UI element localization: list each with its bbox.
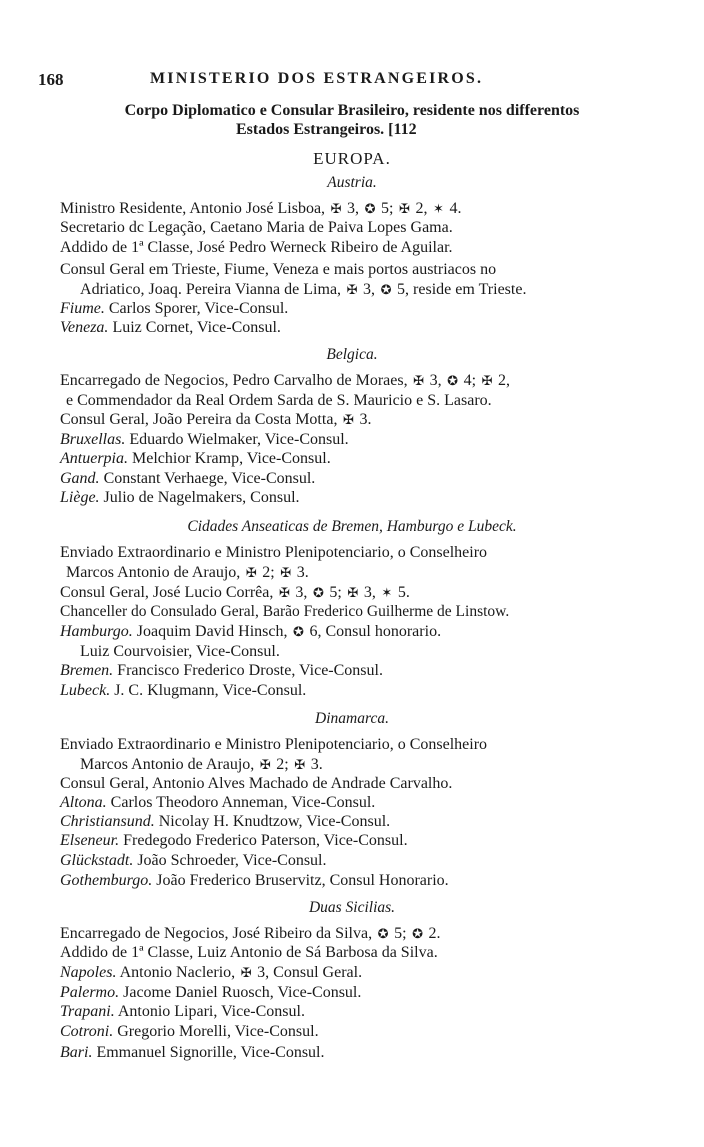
entry-text: Antonio Naclerio, ✠ 3, Consul Geral. (119, 964, 363, 981)
entry-line: Encarregado de Negocios, José Ribeiro da Silva, ✪ 5; ✪ 2. (60, 925, 441, 942)
entry-text: Joaquim David Hinsch, ✪ 6, Consul honorario. (136, 623, 442, 640)
entry-line: Enviado Extraordinario e Ministro Plenipotenciario, o Conselheiro (60, 736, 488, 753)
cross-icon: ✠ (278, 585, 290, 600)
star-icon: ✶ (433, 201, 444, 216)
entry-line: e Commendador da Real Ordem Sarda de S. Mauricio e S. Lasaro. (66, 392, 492, 409)
cross-icon: ✠ (346, 282, 358, 297)
entry-line (60, 449, 331, 468)
place-label: Glückstadt. (60, 852, 134, 869)
section-title: Dinamarca. (315, 710, 389, 727)
place-label: Lubeck. (60, 682, 111, 699)
place-label: Hamburgo. (60, 623, 133, 640)
entry-text: Antonio Lipari, Vice-Consul. (117, 1003, 305, 1020)
place-label: Veneza. (60, 319, 109, 336)
entry-line (60, 469, 315, 488)
entry-line (60, 430, 349, 449)
running-title: MINISTERIO DOS ESTRANGEIROS. (150, 70, 484, 87)
place-label: Bruxellas. (60, 431, 126, 448)
star-icon: ✶ (381, 585, 393, 600)
place-label: Antuerpia. (60, 450, 128, 467)
entry-line (60, 793, 375, 812)
entry-line (60, 318, 281, 337)
entry-line (60, 661, 383, 680)
cross-icon: ✠ (259, 757, 271, 772)
entry-line: Enviado Extraordinario e Ministro Plenipotenciario, o Conselheiro (60, 544, 488, 561)
cross-icon: ✠ (347, 585, 359, 600)
place-label: Trapani. (60, 1003, 115, 1020)
medal-icon: ✪ (377, 926, 389, 941)
cross-icon: ✠ (481, 373, 493, 388)
cross-icon: ✠ (294, 757, 306, 772)
cross-icon: ✠ (330, 201, 342, 216)
entry-line (60, 681, 306, 700)
entry-text: Nicolay H. Knudtzow, Vice-Consul. (158, 813, 391, 830)
entry-line (60, 831, 408, 850)
entry-line (60, 871, 449, 890)
entry-line (60, 983, 361, 1002)
entry-line: Addido de 1ª Classe, José Pedro Werneck Ribeiro de Aguilar. (60, 239, 453, 256)
place-label: Napoles. (60, 964, 117, 981)
place-label: Bari. (60, 1044, 93, 1061)
entry-text: Constant Verhaege, Vice-Consul. (103, 470, 316, 487)
entry-line: Consul Geral, Antonio Alves Machado de Andrade Carvalho. (60, 775, 453, 792)
entry-text: João Frederico Bruservitz, Consul Honorario. (156, 872, 449, 889)
medal-icon: ✪ (380, 282, 392, 297)
section-title: Austria. (327, 174, 377, 191)
entry-line: Adriatico, Joaq. Pereira Vianna de Lima, ✠ 3, ✪ 5, reside em Trieste. (80, 281, 527, 298)
entry-text: Francisco Frederico Droste, Vice-Consul. (117, 662, 383, 679)
medal-icon: ✪ (293, 624, 304, 639)
entry-line: Chanceller do Consulado Geral, Barão Frederico Guilherme de Linstow. (60, 603, 510, 620)
entry-text: Julio de Nagelmakers, Consul. (103, 489, 300, 506)
entry-text: Luiz Cornet, Vice-Consul. (112, 319, 281, 336)
entry-text: Jacome Daniel Ruosch, Vice-Consul. (123, 984, 362, 1001)
entry-line (60, 851, 327, 870)
medal-icon: ✪ (412, 926, 423, 941)
entry-line (60, 1043, 325, 1062)
heading-line-1: Corpo Diplomatico e Consular Brasileiro, residente nos differentos (124, 102, 580, 119)
entry-line: Marcos Antonio de Araujo, ✠ 2; ✠ 3. (80, 756, 323, 773)
entry-line: Luiz Courvoisier, Vice-Consul. (80, 643, 280, 660)
entry-line (60, 1002, 305, 1021)
entry-text: João Schroeder, Vice-Consul. (137, 852, 327, 869)
entry-text: Carlos Theodoro Anneman, Vice-Consul. (110, 794, 376, 811)
entry-text: Fredegodo Frederico Paterson, Vice-Consul. (123, 832, 408, 849)
place-label: Elseneur. (60, 832, 120, 849)
cross-icon: ✠ (399, 201, 410, 216)
entry-line: Marcos Antonio de Araujo, ✠ 2; ✠ 3. (66, 564, 309, 581)
entry-text: J. C. Klugmann, Vice-Consul. (114, 682, 307, 699)
cross-icon: ✠ (342, 412, 354, 427)
place-label: Cotroni. (60, 1023, 114, 1040)
cross-icon: ✠ (245, 565, 257, 580)
cross-icon: ✠ (240, 965, 252, 980)
running-head (38, 70, 638, 94)
entry-line (60, 299, 288, 318)
place-label: Bremen. (60, 662, 114, 679)
place-label: Palermo. (60, 984, 120, 1001)
medal-icon: ✪ (364, 201, 376, 216)
entry-line (60, 488, 300, 507)
section-title: Belgica. (326, 346, 378, 363)
place-label: Gothemburgo. (60, 872, 153, 889)
entry-line: Consul Geral, João Pereira da Costa Motta, ✠ 3. (60, 411, 372, 428)
entry-line: Ministro Residente, Antonio José Lisboa, ✠ 3, ✪ 5; ✠ 2, ✶ 4. (60, 200, 462, 217)
place-label: Liège. (60, 489, 100, 506)
entry-line (60, 622, 441, 641)
entry-line: Encarregado de Negocios, Pedro Carvalho de Moraes, ✠ 3, ✪ 4; ✠ 2, (60, 372, 511, 389)
place-label: Christiansund. (60, 813, 155, 830)
cross-icon: ✠ (413, 373, 425, 388)
place-label: Gand. (60, 470, 100, 487)
entry-text: Melchior Kramp, Vice-Consul. (132, 450, 331, 467)
entry-text: Carlos Sporer, Vice-Consul. (108, 300, 289, 317)
place-label: Altona. (60, 794, 107, 811)
place-label: Fiume. (60, 300, 105, 317)
entry-line (60, 963, 362, 982)
heading-line-2: Estados Estrangeiros. [112 (236, 121, 417, 138)
entry-text: Eduardo Wielmaker, Vice-Consul. (129, 431, 349, 448)
entry-line: Secretario dc Legação, Caetano Maria de Paiva Lopes Gama. (60, 219, 453, 236)
section-title: Duas Sicilias. (308, 899, 396, 916)
section-title: Cidades Anseaticas de Bremen, Hamburgo e Lubeck. (187, 518, 517, 535)
entry-line: Consul Geral em Trieste, Fiume, Veneza e mais portos austriacos no (60, 261, 497, 278)
medal-icon: ✪ (312, 585, 324, 600)
page-number: 168 (38, 70, 64, 89)
medal-icon: ✪ (447, 373, 459, 388)
entry-text: Gregorio Morelli, Vice-Consul. (117, 1023, 319, 1040)
region-heading: EUROPA. (313, 149, 391, 168)
entry-line (60, 812, 390, 831)
entry-line: Addido de 1ª Classe, Luiz Antonio de Sá Barbosa da Silva. (60, 944, 438, 961)
entry-line (60, 1022, 319, 1041)
entry-line: Consul Geral, José Lucio Corrêa, ✠ 3, ✪ 5; ✠ 3, ✶ 5. (60, 584, 410, 601)
cross-icon: ✠ (280, 565, 292, 580)
entry-text: Emmanuel Signorille, Vice-Consul. (96, 1044, 325, 1061)
